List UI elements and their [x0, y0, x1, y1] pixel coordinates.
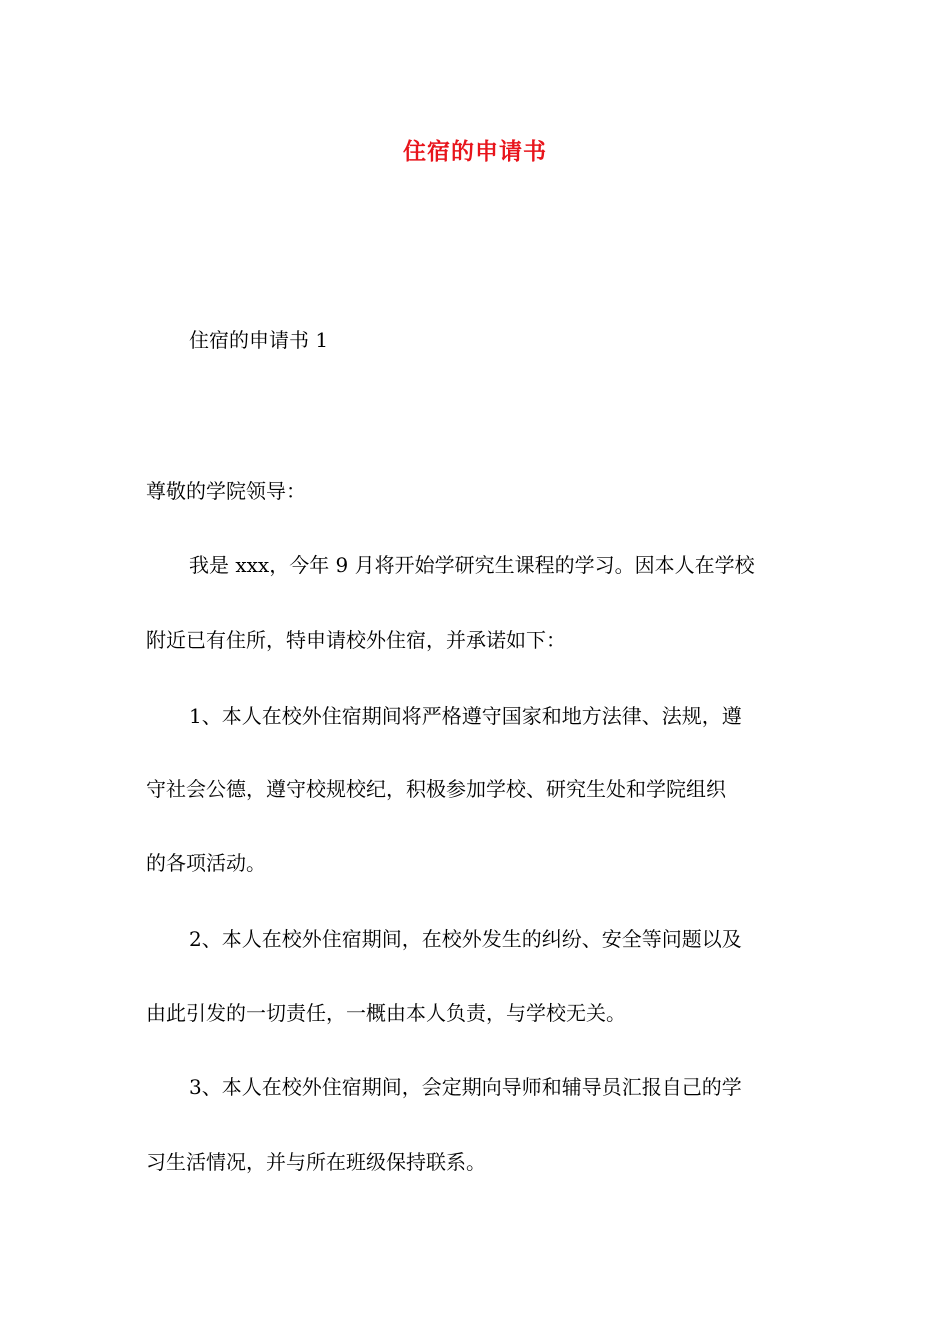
paragraph-line-2: 附近已有住所，特申请校外住宿，并承诺如下： — [146, 628, 566, 652]
item-1-line-3: 的各项活动。 — [146, 851, 266, 875]
document-title: 住宿的申请书 — [403, 138, 547, 165]
salutation: 尊敬的学院领导： — [146, 479, 306, 503]
item-1-line-2: 守社会公德，遵守校规校纪，积极参加学校、研究生处和学院组织 — [146, 777, 726, 801]
item-2-line-1: 2、本人在校外住宿期间，在校外发生的纠纷、安全等问题以及 — [189, 927, 742, 951]
item-2-line-2: 由此引发的一切责任，一概由本人负责，与学校无关。 — [146, 1001, 626, 1025]
item-3-line-1: 3、本人在校外住宿期间，会定期向导师和辅导员汇报自己的学 — [189, 1075, 742, 1099]
item-3-line-2: 习生活情况，并与所在班级保持联系。 — [146, 1150, 486, 1174]
paragraph-line-1: 我是 xxx，今年 9 月将开始学研究生课程的学习。因本人在学校 — [189, 553, 755, 577]
item-1-line-1: 1、本人在校外住宿期间将严格遵守国家和地方法律、法规，遵 — [189, 704, 742, 728]
section-heading: 住宿的申请书 1 — [189, 328, 329, 352]
